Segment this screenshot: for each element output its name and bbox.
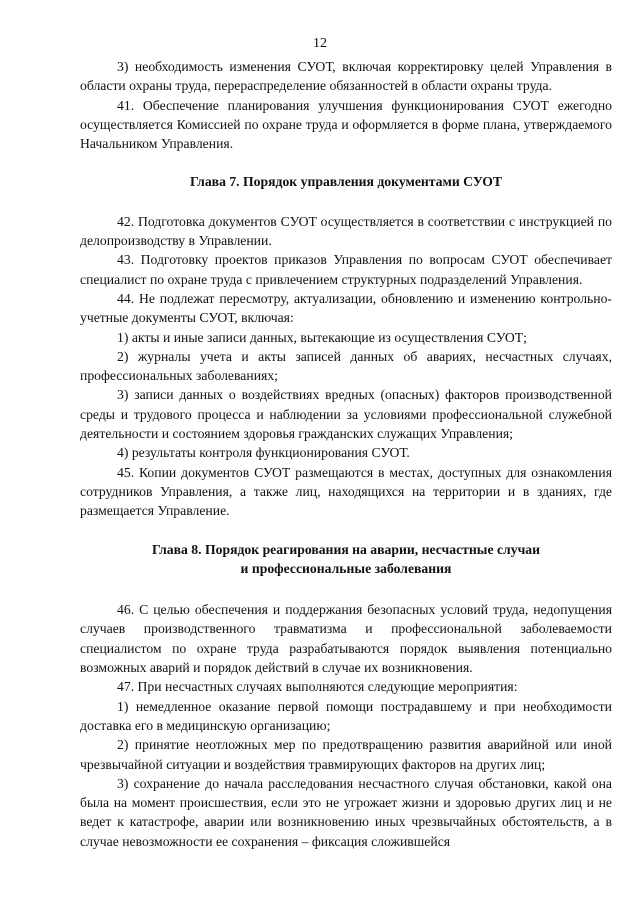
paragraph-44-item-3: 3) записи данных о воздействиях вредных (опасных) факторов производственной среды и трудового процесса и наблюдении за условиями профессиональной служебной деятельности и состоянием здоровья гражданских служащих Управления; xyxy=(80,387,612,442)
paragraph-44-item-1: 1) акты и иные записи данных, вытекающие из осуществления СУОТ; xyxy=(117,329,527,345)
chapter-8-heading-line-1: Глава 8. Порядок реагирования на аварии, несчастные случаи xyxy=(151,541,541,557)
paragraph-47-item-3: 3) сохранение до начала расследования несчастного случая обстановки, какой она была на момент происшествия, если это не угрожает жизни и здоровью других лиц и не ведет к катастрофе, аварии или возникновению иных чрезвычайных обстоятельств, а в случае невозможности ее сохранения – фиксация сложившейся xyxy=(80,775,612,849)
paragraph-44: 44. Не подлежат пересмотру, актуализации, обновлению и изменению контрольно-учетные документы СУОТ, включая: xyxy=(80,290,612,326)
paragraph-47-item-2: 2) принятие неотложных мер по предотвращению развития аварийной или иной чрезвычайной ситуации и воздействия травмирующих факторов на других лиц; xyxy=(80,737,612,772)
paragraph-44-item-2: 2) журналы учета и акты записей данных об авариях, несчастных случаях, профессиональных заболеваниях; xyxy=(80,348,612,384)
paragraph-44-item-4: 4) результаты контроля функционирования СУОТ. xyxy=(117,445,410,461)
paragraph-45: 45. Копии документов СУОТ размещаются в местах, доступных для ознакомления сотрудников Управления, а также лиц, находящихся на территории и в зданиях, где размещается Управление. xyxy=(80,464,612,519)
paragraph-item-3: 3) необходимость изменения СУОТ, включая корректировку целей Управления в области охраны труда, перераспределение обязанностей в области охраны труда. xyxy=(80,59,612,94)
document-body xyxy=(80,57,612,851)
chapter-7-heading: Глава 7. Порядок управления документами СУОТ xyxy=(190,174,502,190)
paragraph-43: 43. Подготовку проектов приказов Управления по вопросам СУОТ обеспечивает специалист по охране труда с привлечением структурных подразделений Управления. xyxy=(80,252,612,287)
paragraph-47: 47. При несчастных случаях выполняются следующие мероприятия: xyxy=(117,679,518,695)
page-number: 12 xyxy=(313,36,327,51)
paragraph-41: 41. Обеспечение планирования улучшения функционирования СУОТ ежегодно осуществляется Комиссией по охране труда и оформляется в форме плана, утверждаемого Начальником Управления. xyxy=(80,97,612,152)
paragraph-47-item-1: 1) немедленное оказание первой помощи пострадавшему и при необходимости доставка его в медицинскую организацию; xyxy=(80,698,612,733)
paragraph-42: 42. Подготовка документов СУОТ осуществляется в соответствии с инструкцией по делопроизводству в Управлении. xyxy=(80,213,612,249)
chapter-8-heading xyxy=(80,521,612,601)
chapter-8-heading-line-2: и профессиональные заболевания xyxy=(240,560,452,576)
paragraph-46: 46. С целью обеспечения и поддержания безопасных условий труда, недопущения случаев производственного травматизма и профессиональной заболеваемости специалистом по охране труда разрабатываются порядок выявления потенциально возможных аварий и порядок действий в случае их возникновения. xyxy=(80,602,612,676)
